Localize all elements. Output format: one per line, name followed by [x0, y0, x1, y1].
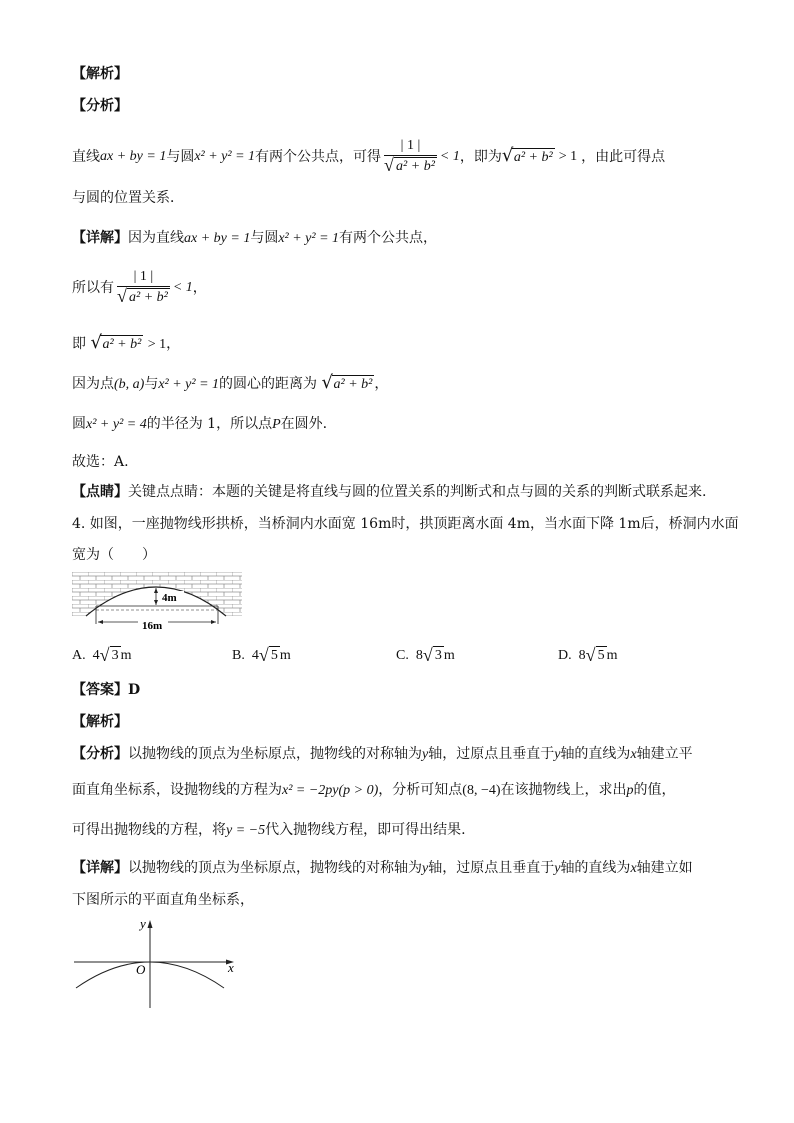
choice-line: 故选：A.	[72, 454, 129, 470]
option-radicand: 3	[434, 648, 442, 663]
text: 在该抛物线上，求出	[500, 782, 627, 798]
width-label: 16m	[142, 620, 163, 632]
text: 直线	[72, 149, 100, 165]
detail-label: 【详解】	[72, 230, 128, 246]
text: 有两个公共点，可得	[255, 149, 382, 165]
var: y	[422, 747, 429, 762]
detail2-line-2: 下图所示的平面直角坐标系，	[72, 892, 254, 908]
x-axis-label: x	[228, 960, 234, 975]
text: ，由此可得点	[581, 149, 666, 165]
comparison: < 1	[439, 149, 460, 164]
equation-circle: x² + y² = 4	[86, 417, 147, 432]
option-c[interactable]: C. 8 √ 3 m	[396, 645, 455, 665]
text: 与圆	[166, 149, 195, 165]
answer-line: 【答案】D	[72, 682, 141, 698]
section-heading-jiexi: 【解析】	[72, 66, 128, 82]
text: 因为直线	[128, 230, 184, 246]
analysis-line-1: 直线 ax + by = 1 与圆 x² + y² = 1 有两个公共点，可得 | 1 | √ a² + b² < 1 ，即为 √ a² + b² > 1 ，由此可得点	[72, 140, 665, 174]
option-unit: m	[120, 648, 132, 663]
equation-line: ax + by = 1	[184, 231, 251, 246]
text: 面直角坐标系，设抛物线的方程为	[72, 782, 282, 798]
sqrt-content: a² + b²	[396, 158, 435, 174]
text: 的值，	[633, 782, 676, 798]
option-coef: 4	[92, 648, 100, 663]
text: 轴建立平	[636, 746, 693, 762]
option-d[interactable]: D. 8 √ 5 m	[558, 645, 618, 665]
text: 圆	[72, 416, 86, 432]
fraction-numerator: | 1 |	[384, 137, 437, 156]
equation-circle: x² + y² = 1	[278, 231, 340, 246]
sqrt-content: a² + b²	[333, 377, 373, 392]
text: 轴的直线为	[560, 860, 631, 876]
text: 有两个公共点，	[339, 230, 438, 246]
section-heading-fenxi: 【分析】	[72, 98, 128, 114]
coordinate-figure	[70, 916, 240, 1012]
key-point-label: 【点睛】	[72, 484, 128, 500]
analysis2-line-1	[72, 744, 693, 765]
var: p	[626, 783, 634, 798]
option-letter: C.	[396, 648, 409, 663]
detail-line-5	[72, 414, 327, 435]
fraction-denominator: √ a² + b²	[117, 285, 168, 306]
text: ，即为	[459, 149, 502, 165]
arrow-head	[98, 620, 103, 624]
text: 因为点	[72, 376, 114, 392]
text: 与	[144, 376, 159, 392]
option-letter: A.	[72, 648, 86, 663]
question-4-line-2: 宽为（ ）	[72, 547, 156, 563]
text: 以抛物线的顶点为坐标原点，抛物线的对称轴为	[128, 746, 422, 762]
option-radicand: 5	[597, 648, 605, 663]
comparison: > 1	[147, 337, 167, 352]
fraction	[384, 137, 437, 178]
var: y	[554, 747, 561, 762]
detail-line-1	[72, 228, 437, 249]
equation-circle: x² + y² = 1	[158, 377, 220, 392]
option-coef: 8	[578, 648, 586, 663]
comparison: < 1	[172, 280, 193, 295]
analysis-line-2: 与圆的位置关系．	[72, 190, 184, 206]
option-b[interactable]: B. 4 √ 5 m	[232, 645, 291, 665]
text: 所以有	[72, 280, 114, 296]
text: 的圆心的距离为	[219, 376, 318, 392]
y-axis-arrow	[148, 920, 153, 928]
analysis2-line-3	[72, 820, 466, 841]
var: y	[554, 861, 561, 876]
option-unit: m	[443, 648, 455, 663]
option-radicand: 3	[111, 648, 119, 663]
option-a[interactable]: A. 4 √ 3 m	[72, 645, 132, 665]
text: 轴的直线为	[560, 746, 631, 762]
point-label: P	[272, 417, 281, 432]
analysis2-line-2	[72, 780, 676, 801]
point: (8, −4)	[462, 783, 501, 798]
text: ，	[374, 376, 389, 392]
text: ，	[166, 336, 181, 352]
bridge-figure	[72, 572, 242, 632]
detail-line-4: 因为点(b, a)与x² + y² = 1的圆心的距离为 √ a² + b² ，	[72, 372, 389, 393]
text: 可得出抛物线的方程，将	[72, 822, 226, 838]
comparison: > 1	[558, 149, 578, 164]
text: 代入抛物线方程，即可得出结果.	[265, 822, 466, 838]
section-heading-jiexi-2: 【解析】	[72, 714, 128, 730]
fraction-denominator: √ a² + b²	[384, 154, 435, 175]
option-coef: 4	[251, 648, 259, 663]
text: ，	[192, 280, 207, 296]
option-unit: m	[279, 648, 291, 663]
origin-label: O	[136, 962, 146, 977]
option-coef: 8	[415, 648, 423, 663]
height-label: 4m	[162, 592, 177, 604]
parabola-equation: x² = −2py(p > 0)	[282, 783, 379, 798]
detail2-line-1	[72, 858, 693, 879]
text: 轴，过原点且垂直于	[428, 860, 555, 876]
key-point-text: 关键点点睛：本题的关键是将直线与圆的位置关系的判断式和点与圆的关系的判断式联系起来.	[128, 484, 707, 500]
text: 在圆外.	[280, 416, 328, 432]
text: 与圆	[250, 230, 279, 246]
analysis-label: 【分析】	[72, 746, 128, 762]
equation-line: ax + by = 1	[100, 149, 167, 164]
sqrt-content: a² + b²	[102, 337, 142, 352]
equation-circle: x² + y² = 1	[194, 149, 256, 164]
option-unit: m	[606, 648, 618, 663]
key-point-line	[72, 482, 706, 502]
text: 轴，过原点且垂直于	[428, 746, 555, 762]
arrow-head	[211, 620, 216, 624]
equation: y = −5	[226, 823, 266, 838]
var: y	[422, 861, 429, 876]
fraction-numerator: | 1 |	[117, 268, 170, 287]
option-letter: D.	[558, 648, 572, 663]
sqrt-content: a² + b²	[513, 150, 553, 165]
fraction	[117, 268, 170, 309]
text: 以抛物线的顶点为坐标原点，抛物线的对称轴为	[128, 860, 422, 876]
point: (b, a)	[114, 377, 145, 392]
y-axis-label: y	[140, 916, 146, 931]
detail-line-2	[72, 270, 207, 306]
sqrt-content: a² + b²	[129, 289, 168, 305]
var: x	[630, 747, 637, 762]
text: 即	[72, 336, 86, 352]
detail-line-3: 即 √ a² + b² > 1，	[72, 332, 181, 353]
question-4-line-1: 4. 如图，一座抛物线形拱桥，当桥洞内水面宽 16m时，拱顶距离水面 4m，当水面下降 1m后，桥洞内水面	[72, 516, 739, 532]
text: 轴建立如	[636, 860, 693, 876]
option-radicand: 5	[270, 648, 278, 663]
option-letter: B.	[232, 648, 245, 663]
var: x	[630, 861, 637, 876]
detail-label: 【详解】	[72, 860, 128, 876]
text: ，分析可知点	[378, 782, 463, 798]
text: 的半径为 1，所以点	[146, 416, 273, 432]
